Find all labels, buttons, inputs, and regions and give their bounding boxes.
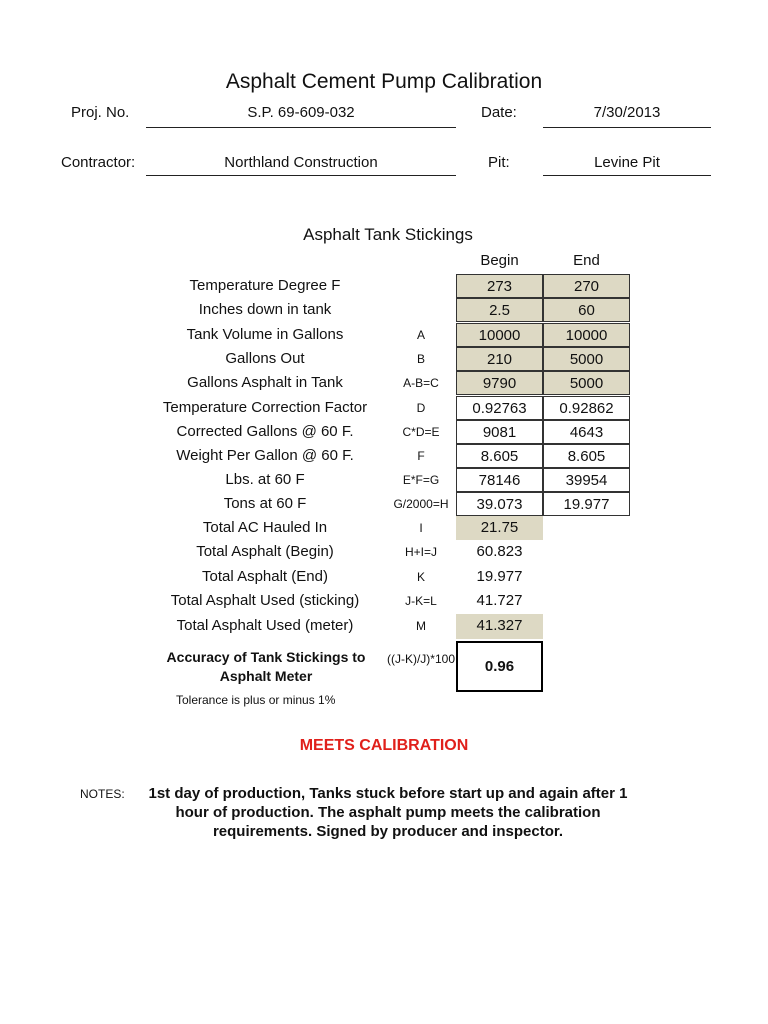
accuracy-value: 0.96 xyxy=(456,641,543,692)
end-cell: 19.977 xyxy=(543,492,630,516)
date-value: 7/30/2013 xyxy=(543,104,711,128)
row-label: Total Asphalt (Begin) xyxy=(196,543,334,560)
row-label: Gallons Out xyxy=(225,350,305,367)
row-label: Temperature Degree F xyxy=(189,277,341,294)
end-cell: 5000 xyxy=(543,371,630,395)
begin-cell: 8.605 xyxy=(456,444,543,468)
row-label: Weight Per Gallon @ 60 F. xyxy=(176,447,354,464)
row-formula: D xyxy=(416,401,426,415)
begin-cell: 78146 xyxy=(456,468,543,492)
row-formula: H+I=J xyxy=(404,545,437,559)
row-label: Total Asphalt Used (meter) xyxy=(176,617,354,634)
row-label: Total Asphalt (End) xyxy=(202,568,328,585)
accuracy-label: Accuracy of Tank Stickings to Asphalt Meter xyxy=(166,649,366,684)
begin-cell: 9790 xyxy=(456,371,543,395)
section-title: Asphalt Tank Stickings xyxy=(303,225,473,244)
pit-label: Pit: xyxy=(488,154,510,171)
row-formula: K xyxy=(416,570,425,584)
date-label: Date: xyxy=(481,104,517,121)
end-cell: 39954 xyxy=(543,468,630,492)
begin-cell: 41.727 xyxy=(476,592,523,609)
row-formula: C*D=E xyxy=(402,425,440,439)
notes-text: 1st day of production, Tanks stuck before start up and again after 1 hour of production. The asphalt pump meets the calibration requirements. Signed by producer and inspector. xyxy=(148,785,628,840)
pit-value: Levine Pit xyxy=(543,154,711,176)
row-formula: F xyxy=(417,449,425,463)
status-text: MEETS CALIBRATION xyxy=(299,737,469,754)
begin-cell: 210 xyxy=(456,347,543,371)
row-formula: G/2000=H xyxy=(393,497,449,511)
page-title: Asphalt Cement Pump Calibration xyxy=(225,70,543,93)
row-formula: M xyxy=(416,619,426,633)
end-cell: 10000 xyxy=(543,323,630,347)
end-cell: 5000 xyxy=(543,347,630,371)
end-cell: 4643 xyxy=(543,420,630,444)
row-label: Total Asphalt Used (sticking) xyxy=(170,592,360,609)
row-label: Total AC Hauled In xyxy=(202,519,328,536)
proj-no-value: S.P. 69-609-032 xyxy=(146,104,456,128)
row-formula: I xyxy=(419,521,423,535)
row-formula: A-B=C xyxy=(403,376,439,390)
row-formula: J-K=L xyxy=(405,594,437,608)
begin-cell: 19.977 xyxy=(476,568,523,585)
col-header-end: End xyxy=(573,252,600,269)
begin-cell: 10000 xyxy=(456,323,543,347)
row-label: Tank Volume in Gallons xyxy=(186,326,344,343)
row-formula: B xyxy=(416,352,425,366)
begin-cell: 2.5 xyxy=(456,298,543,322)
begin-cell: 21.75 xyxy=(456,516,543,540)
notes-label: NOTES: xyxy=(80,787,125,801)
row-label: Tons at 60 F xyxy=(223,495,307,512)
end-cell: 60 xyxy=(543,298,630,322)
row-label: Inches down in tank xyxy=(198,301,332,318)
end-cell: 0.92862 xyxy=(543,396,630,420)
begin-cell: 39.073 xyxy=(456,492,543,516)
begin-cell: 0.92763 xyxy=(456,396,543,420)
contractor-label: Contractor: xyxy=(61,154,136,171)
row-label: Lbs. at 60 F xyxy=(225,471,305,488)
begin-cell: 273 xyxy=(456,274,543,298)
row-label: Gallons Asphalt in Tank xyxy=(187,374,343,391)
contractor-value: Northland Construction xyxy=(146,154,456,176)
end-cell: 8.605 xyxy=(543,444,630,468)
row-label: Temperature Correction Factor xyxy=(162,399,368,416)
accuracy-formula: ((J-K)/J)*100 xyxy=(386,652,455,666)
row-label: Corrected Gallons @ 60 F. xyxy=(176,423,354,440)
col-header-begin: Begin xyxy=(480,252,519,269)
begin-cell: 41.327 xyxy=(456,614,543,639)
begin-cell: 9081 xyxy=(456,420,543,444)
row-formula: E*F=G xyxy=(402,473,440,487)
end-cell: 270 xyxy=(543,274,630,298)
tolerance-note: Tolerance is plus or minus 1% xyxy=(176,693,336,707)
row-formula: A xyxy=(416,328,425,342)
proj-no-label: Proj. No. xyxy=(71,104,130,121)
begin-cell: 60.823 xyxy=(476,543,523,560)
